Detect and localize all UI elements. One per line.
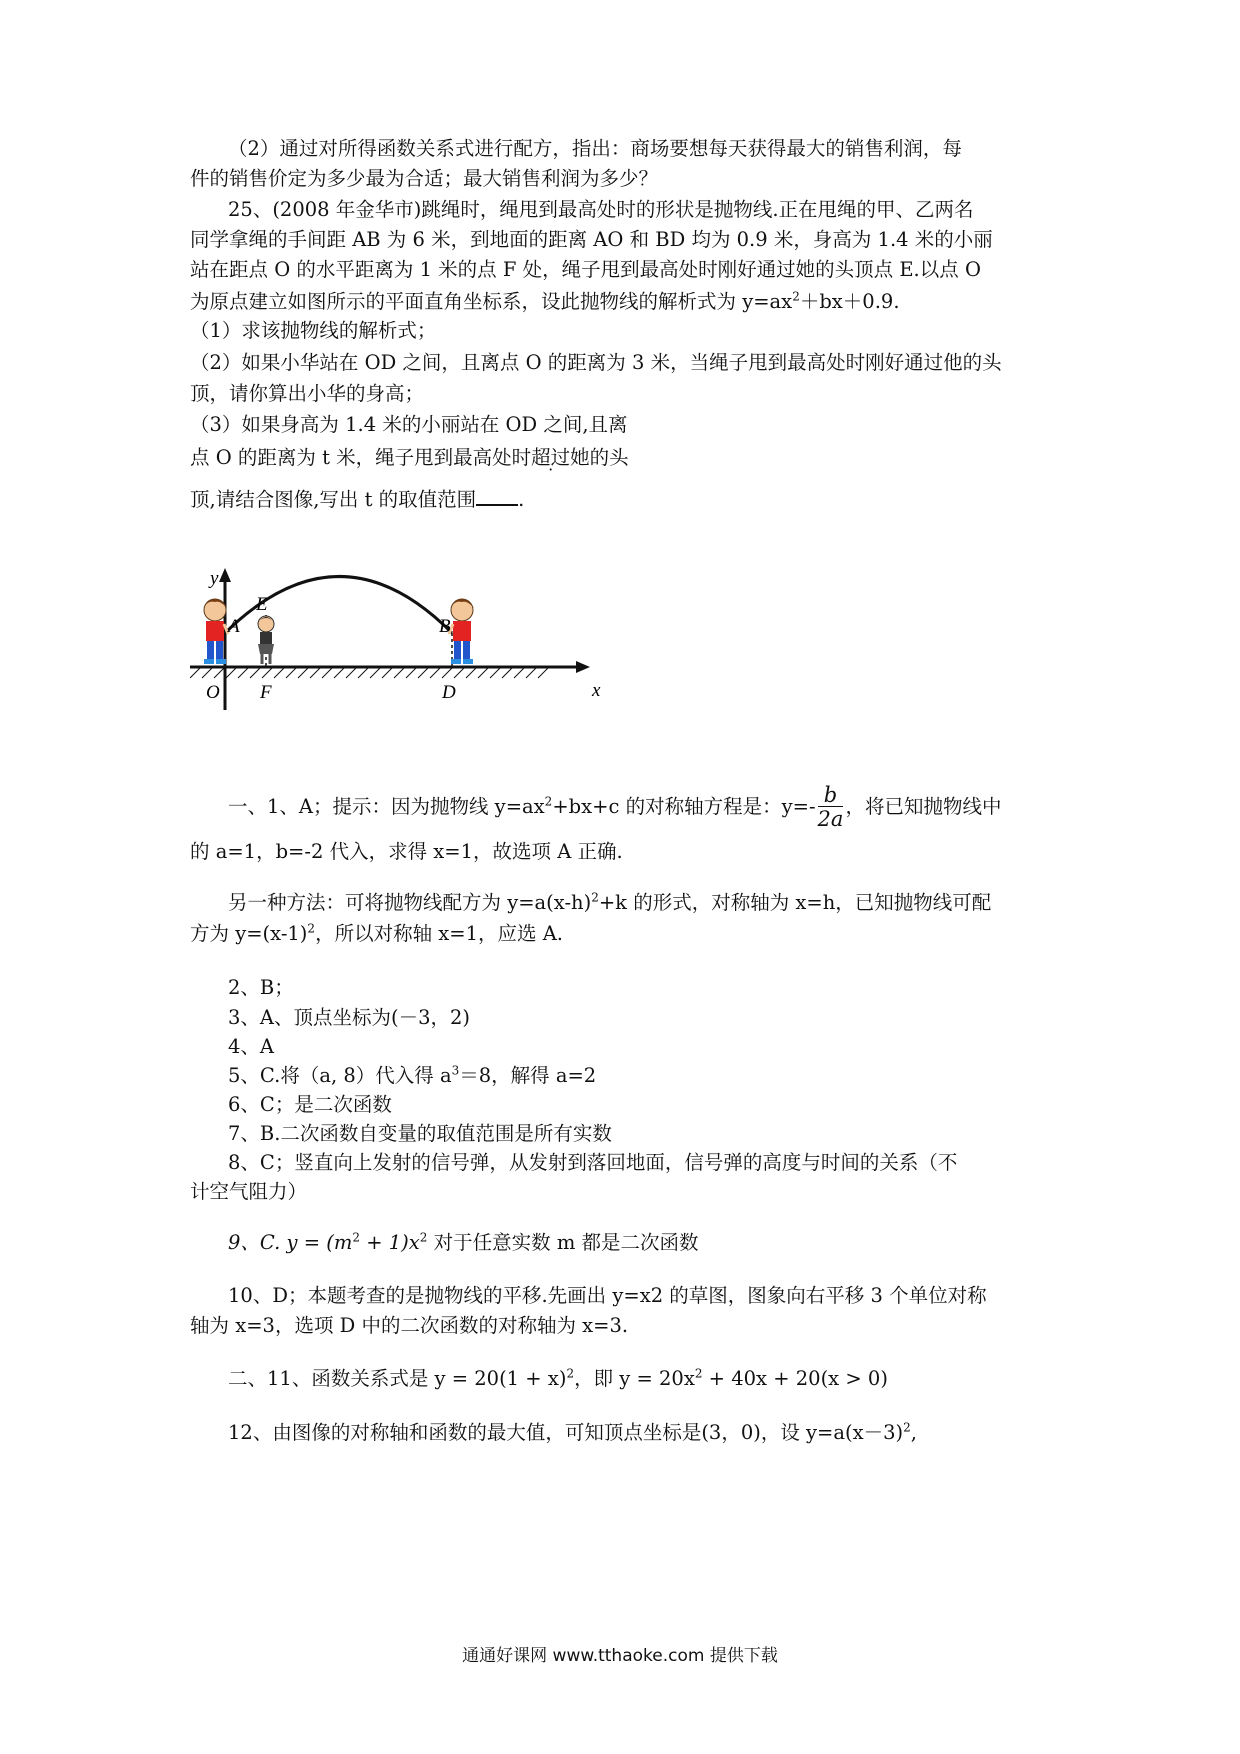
question-1: （1）求该抛物线的解析式； — [190, 319, 437, 342]
answer-blank — [476, 486, 518, 506]
answer-4: 4、A — [228, 1035, 274, 1058]
text-line — [228, 889, 1108, 917]
text-fragment: ＋bx＋0.9. — [799, 290, 900, 313]
text-line: 站在距点 O 的水平距离为 1 米的点 F 处，绳子甩到最高处时刚好通过她的头顶点 E.以点 O — [190, 258, 981, 281]
point-label-d: D — [442, 682, 456, 703]
answer-12 — [228, 1419, 1108, 1447]
point-label-e: E — [256, 594, 268, 615]
text-line: 的 a=1，b=-2 代入，求得 x=1，故选项 A 正确. — [190, 840, 623, 863]
point-label-f: F — [260, 682, 272, 703]
text-fragment: ，即 y = 20x — [574, 1367, 695, 1390]
math-fragment: + 1)x — [360, 1231, 420, 1254]
text-line: 同学拿绳的手间距 AB 为 6 米，到地面的距离 AO 和 BD 均为 0.9 米，身高为 1.4 米的小丽 — [190, 228, 993, 251]
superscript: 2 — [591, 890, 599, 905]
superscript: 2 — [352, 1230, 361, 1245]
text-fragment: 一、1、A；提示：因为抛物线 y=ax — [228, 795, 545, 818]
text-line — [190, 920, 1070, 948]
superscript: 2 — [419, 1230, 428, 1245]
text-fragment: + 40x + 20(x > 0) — [702, 1367, 888, 1390]
text-line: 轴为 x=3，选项 D 中的二次函数的对称轴为 x=3. — [190, 1314, 629, 1337]
x-axis-arrow-icon — [576, 661, 590, 673]
superscript: 2 — [792, 289, 800, 304]
superscript: 3 — [451, 1063, 460, 1078]
question-2: （2）如果小华站在 OD 之间，且离点 O 的距离为 3 米，当绳子甩到最高处时刚好通过他的头 — [190, 351, 1002, 374]
text-line — [190, 486, 1070, 514]
answer-2: 2、B； — [228, 976, 294, 999]
answer-6: 6、C；是二次函数 — [228, 1093, 392, 1116]
superscript: 2 — [307, 921, 316, 936]
text-fragment: 她的头 — [570, 446, 629, 469]
point-label-o: O — [206, 682, 220, 703]
text-fragment: 二、11、函数关系式是 y = 20(1 + x) — [228, 1367, 567, 1390]
denominator: 2a — [817, 807, 844, 831]
text-fragment: 12、由图像的对称轴和函数的最大值，可知顶点坐标是(3，0)，设 y=a(x－3) — [228, 1421, 904, 1444]
superscript: 2 — [903, 1420, 911, 1435]
text-fragment: ，将已知抛物线中 — [845, 795, 1002, 818]
answer-10: 10、D；本题考查的是抛物线的平移.先画出 y=x2 的草图，图象向右平移 3 个单位对称 — [228, 1284, 987, 1307]
y-axis-label: y — [210, 568, 219, 589]
student-right-icon — [449, 599, 474, 664]
answer-7: 7、B.二次函数自变量的取值范围是所有实数 — [228, 1122, 612, 1145]
text-fragment: 点 O 的距离为 t 米，绳子甩到最高处时 — [190, 446, 532, 469]
answer-8: 8、C；竖直向上发射的信号弹，从发射到落回地面，信号弹的高度与时间的关系（不 — [228, 1151, 958, 1174]
superscript: 2 — [566, 1366, 575, 1381]
ground-hatching — [190, 668, 548, 678]
answer-11 — [228, 1365, 1108, 1393]
text-fragment: 为原点建立如图所示的平面直角坐标系，设此抛物线的解析式为 y=ax — [190, 290, 793, 313]
answer-3: 3、A、顶点坐标为(－3，2) — [228, 1006, 471, 1029]
text-line — [190, 444, 1070, 472]
answer-1 — [228, 784, 1108, 831]
answer-9 — [228, 1229, 1108, 1257]
point-label-a: A — [228, 616, 240, 637]
text-fragment: 方为 y=(x-1) — [190, 922, 308, 945]
text-fragment: +k 的形式，对称轴为 x=h，已知抛物线可配 — [598, 891, 992, 914]
student-xiaoli-icon — [257, 616, 275, 664]
x-axis-label: x — [592, 680, 601, 701]
text-fragment: ，所以对称轴 x=1，应选 A. — [315, 922, 563, 945]
text-fragment: 5、C.将（a, 8）代入得 a — [228, 1064, 452, 1087]
text-line: 件的销售价定为多少最为合适；最大销售利润为多少？ — [190, 167, 659, 190]
y-axis-arrow-icon — [219, 568, 231, 582]
math-fragment: 9、C. y = (m — [228, 1231, 353, 1254]
text-line — [190, 288, 1070, 316]
point-label-b: B — [439, 616, 451, 637]
text-fragment: ＝8，解得 a=2 — [459, 1064, 597, 1087]
text-fragment: . — [518, 488, 525, 511]
text-fragment: 另一种方法：可将抛物线配方为 y=a(x-h) — [228, 891, 592, 914]
text-fragment: 顶,请结合图像,写出 t 的取值范围 — [190, 488, 477, 511]
question-3: （3）如果身高为 1.4 米的小丽站在 OD 之间,且离 — [190, 413, 628, 436]
numerator: b — [818, 784, 844, 807]
jump-rope-figure — [190, 560, 610, 725]
text-line: （2）通过对所得函数关系式进行配方，指出：商场要想每天获得最大的销售利润，每 — [228, 137, 962, 160]
superscript: 2 — [544, 794, 553, 809]
answer-5 — [228, 1062, 1108, 1090]
text-line: 计空气阻力） — [190, 1180, 308, 1203]
text-fragment: 对于任意实数 m 都是二次函数 — [427, 1231, 699, 1254]
page-footer: 通通好课网 www.tthaoke.com 提供下载 — [462, 1646, 778, 1666]
fraction — [818, 784, 844, 831]
superscript: 2 — [694, 1366, 703, 1381]
emphasis-dot: 超过 — [531, 446, 571, 469]
text-line: 25、(2008 年金华市)跳绳时，绳甩到最高处时的形状是抛物线.正在甩绳的甲、乙两名 — [228, 198, 974, 221]
text-fragment: , — [910, 1421, 917, 1444]
text-fragment: +bx+c 的对称轴方程是：y=- — [552, 795, 816, 818]
text-line: 顶，请你算出小华的身高； — [190, 382, 425, 405]
